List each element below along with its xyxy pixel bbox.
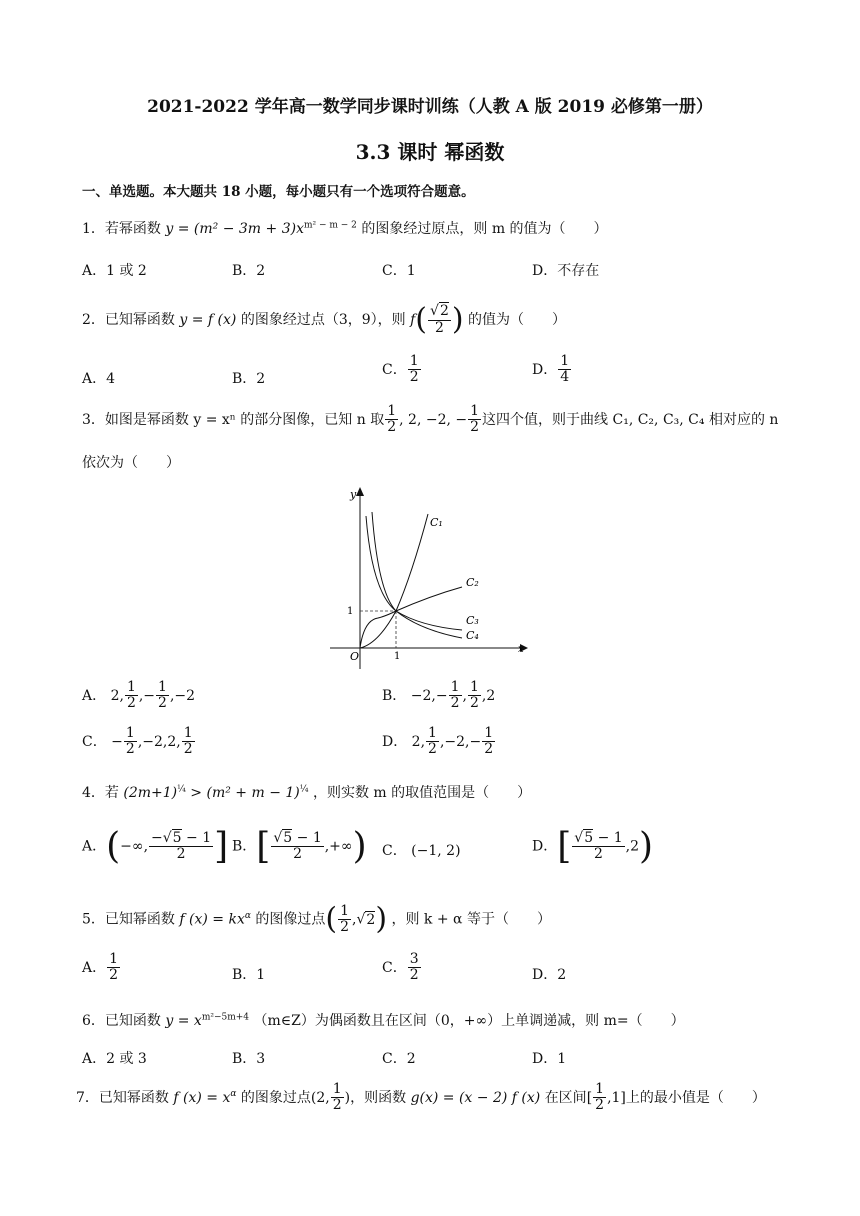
q5-option-c: C． $\frac{3}{2}$ <box>382 951 419 984</box>
q1-prefix: 1．若幂函数 <box>82 221 161 237</box>
q2-prefix: 2．已知幂函数 <box>82 312 175 328</box>
q2-suffix: 的值为（ ） <box>468 312 567 328</box>
lesson-title: 3.3 课时 幂函数 <box>355 140 505 164</box>
q3-option-a: A． 2, $\frac{1}{2}$ ,− $\frac{1}{2}$ ,−2 <box>82 679 196 712</box>
curve-c3 <box>372 512 462 630</box>
q6-option-b: B．3 <box>232 1051 266 1067</box>
y-label: y <box>350 488 357 501</box>
x-one-label: 1 <box>394 651 401 662</box>
c3-label: C₃ <box>466 614 479 627</box>
q1-suffix: 的图象经过原点，则 m 的值为（ ） <box>361 221 608 237</box>
q6-option-c: C．2 <box>382 1051 416 1067</box>
q3-option-d: D． 2, $\frac{1}{2}$ ,−2,− $\frac{1}{2}$ <box>382 725 494 758</box>
q2-formula: y = f (x) <box>179 312 237 328</box>
question-3: 3．如图是幂函数 y = xⁿ 的部分图像，已知 n 取 $\frac{1}{2}$ , 2, −2, − $\frac{1}{2}$ 这四个值，则于曲线 C₁, C₂, C₃, C₄ 相对应的 n <box>82 403 779 436</box>
question-7: 7．已知幂函数 f $(x) = x^\alpha$ 的图象过点(2, $\frac{1}{2}$ )，则函数 g(x) = (x − 2) f (x) 在区间[ $\frac{1}{2}$ ,1]上的最小值是（ ） <box>76 1081 766 1114</box>
question-5: 5．已知幂函数 f $(x) = kx^\alpha$ 的图像过点( $\frac{1}{2}$ ,√2) ，则 k + α 等于（ ） <box>82 901 551 937</box>
q1-exponent: m² − m − 2 <box>303 220 357 231</box>
q4-option-d: D．[ $\frac{√5 - 1}{2}$ ,2) <box>532 826 654 867</box>
q1-formula: y = (m² − 3m + 3)x <box>165 221 304 237</box>
q1-option-d: D．不存在 <box>532 263 600 279</box>
question-4: 4．若 $(2m+1)^{\frac{1}{4}} > (m^2 + m - 1)^{\frac{1}{4}}$ ，则实数 m 的取值范围是（ ） <box>82 784 532 801</box>
q5-option-a: A． $\frac{1}{2}$ <box>82 951 119 984</box>
q2-option-b: B．2 <box>232 371 266 387</box>
q2-mid: 的图象经过点（3，9），则 <box>240 312 406 328</box>
q4-option-b: B．[ $\frac{√5 - 1}{2}$ ,+∞) <box>232 826 367 867</box>
q3-option-c: C． − $\frac{1}{2}$ ,−2,2, $\frac{1}{2}$ <box>82 725 193 758</box>
question-3-cont: 依次为（ ） <box>82 455 180 471</box>
q4-option-a: A．(−∞, $\frac{-√5 - 1}{2}$ ] <box>82 826 229 867</box>
origin-label: O <box>350 650 360 663</box>
q6-option-d: D．1 <box>532 1051 567 1067</box>
section-heading: 一、单选题。本大题共 18 小题，每小题只有一个选项符合题意。 <box>82 184 475 200</box>
q5-option-d: D．2 <box>532 967 567 983</box>
y-axis-arrow <box>356 487 364 496</box>
c1-label: C₁ <box>430 516 443 529</box>
q4-option-c: C． (−1, 2) <box>382 843 461 859</box>
q6-option-a: A．2 或 3 <box>82 1051 147 1067</box>
question-6: 6．已知函数 $y = x^{m^2-5m+4}$ （m∈Z）为偶函数且在区间（0，+∞）上单调递减，则 m=（ ） <box>82 1012 685 1029</box>
x-label: x <box>518 644 524 655</box>
curve-c1 <box>360 514 428 648</box>
question-2: 2．已知幂函数 y = f (x) 的图象经过点（3，9），则 f( $\frac{√2}{2}$ ) 的值为（ ） <box>82 302 567 337</box>
document-title: 2021-2022 学年高一数学同步课时训练（人教 A 版 2019 必修第一册） <box>147 97 713 117</box>
q5-option-b: B．1 <box>232 967 266 983</box>
q1-option-c: C．1 <box>382 263 416 279</box>
q1-option-b: B．2 <box>232 263 266 279</box>
question-1 <box>82 218 608 238</box>
c2-label: C₂ <box>466 576 479 589</box>
c4-label: C₄ <box>466 629 479 642</box>
q2-option-a: A．4 <box>82 371 116 387</box>
y-one-label: 1 <box>347 606 354 617</box>
q2-option-c: C． $\frac{1}{2}$ <box>382 353 419 386</box>
power-function-graph <box>320 484 530 674</box>
q2-option-d: D． $\frac{1}{4}$ <box>532 353 570 386</box>
q1-option-a: A．1 或 2 <box>82 263 147 279</box>
q2-fraction: $\frac{√2}{2}$ <box>430 303 449 336</box>
q3-option-b: B． −2,− $\frac{1}{2}$ , $\frac{1}{2}$ ,2 <box>382 679 496 712</box>
